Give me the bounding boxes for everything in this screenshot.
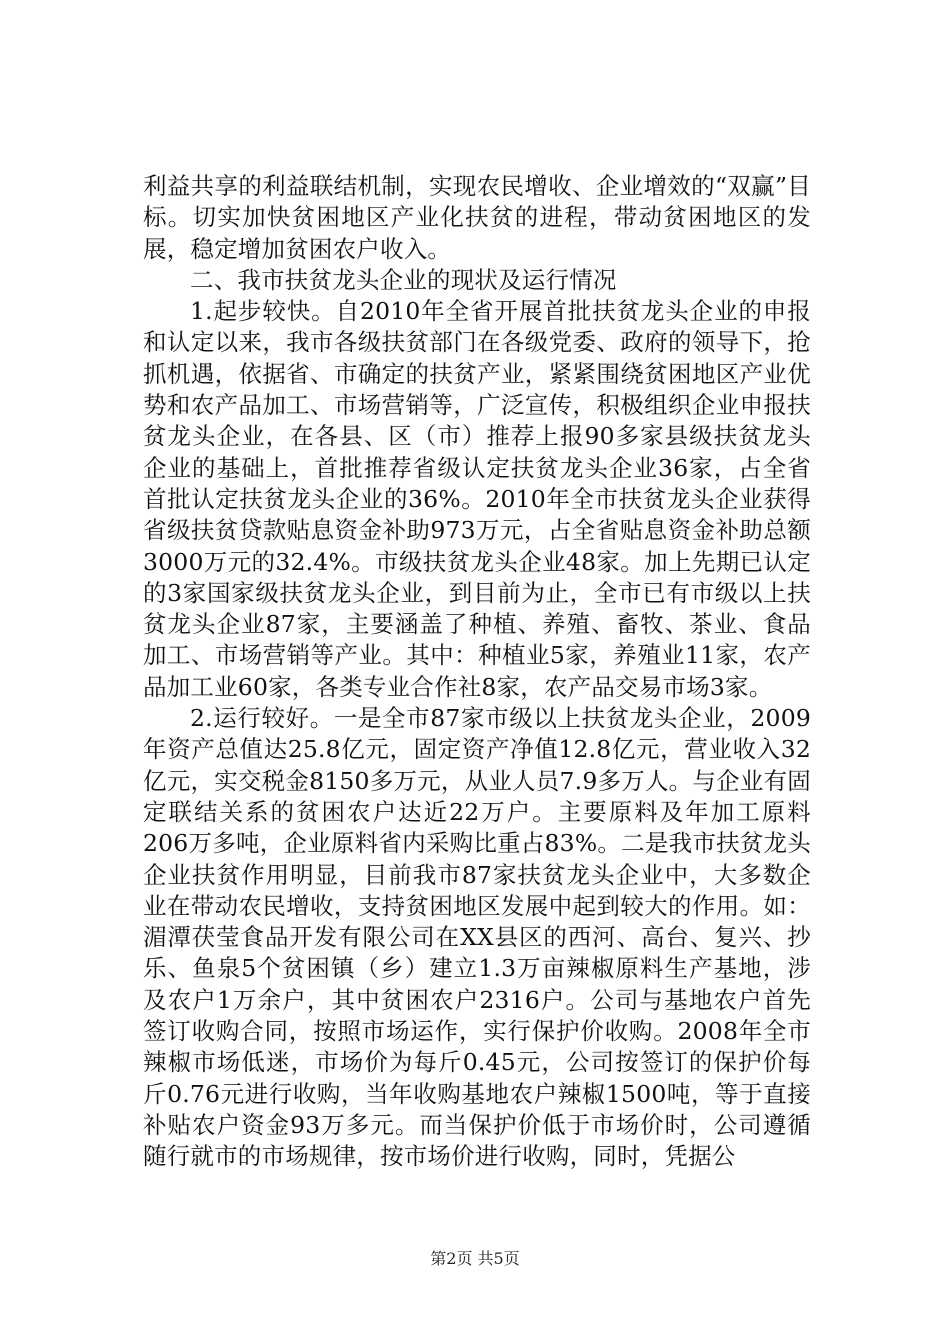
section-heading: 二、我市扶贫龙头企业的现状及运行情况 — [190, 265, 617, 294]
paragraph-running-well: 2.运行较好。一是全市87家市级以上扶贫龙头企业，2009年资产总值达25.8亿元，固定资产净值12.8亿元，营业收入32亿元，实交税金8150多万元，从业人员7.9多万人。与企业有固定联结关系的贫困农户达近22万户。主要原料及年加工原料206万多吨，企业原料省内采购比重占83%。二是我市扶贫龙头企业扶贫作用明显，目前我市87家扶贫龙头企业中，大多数企业在带动农民增收，支持贫困地区发展中起到较大的作用。如：湄潭茯莹食品开发有限公司在XX县区的西河、高台、复兴、抄乐、鱼泉5个贫困镇（乡）建立1.3万亩辣椒原料生产基地，涉及农户1万余户，其中贫困农户2316户。公司与基地农户首先签订收购合同，按照市场运作，实行保护价收购。2008年全市辣椒市场低迷，市场价为每斤0.45元，公司按签订的保护价每斤0.76元进行收购，当年收购基地农户辣椒1500吨，等于直接补贴农户资金93万多元。而当保护价低于市场价时，公司遵循随行就市的市场规律，按市场价进行收购，同时，凭据公 — [143, 704, 811, 1171]
document-body — [143, 171, 811, 1173]
paragraph-start-fast: 1.起步较快。自2010年全省开展首批扶贫龙头企业的申报和认定以来，我市各级扶贫部门在各级党委、政府的领导下，抢抓机遇，依据省、市确定的扶贫产业，紧紧围绕贫困地区产业优势和农产品加工、市场营销等，广泛宣传，积极组织企业申报扶贫龙头企业，在各县、区（市）推荐上报90多家县级扶贫龙头企业的基础上，首批推荐省级认定扶贫龙头企业36家，占全省首批认定扶贫龙头企业的36%。2010年全市扶贫龙头企业获得省级扶贫贷款贴息资金补助973万元，占全省贴息资金补助总额3000万元的32.4%。市级扶贫龙头企业48家。加上先期已认定的3家国家级扶贫龙头企业，到目前为止，全市已有市级以上扶贫龙头企业87家，主要涵盖了种植、养殖、畜牧、茶业、食品加工、市场营销等产业。其中：种植业5家，养殖业11家，农产品加工业60家，各类专业合作社8家，农产品交易市场3家。 — [143, 297, 811, 701]
page-number-footer: 第2页 共5页 — [430, 1249, 520, 1268]
paragraph-continuation: 利益共享的利益联结机制，实现农民增收、企业增效的“双赢”目标。切实加快贫困地区产业化扶贫的进程，带动贫困地区的发展，稳定增加贫困农户收入。 — [143, 172, 811, 263]
